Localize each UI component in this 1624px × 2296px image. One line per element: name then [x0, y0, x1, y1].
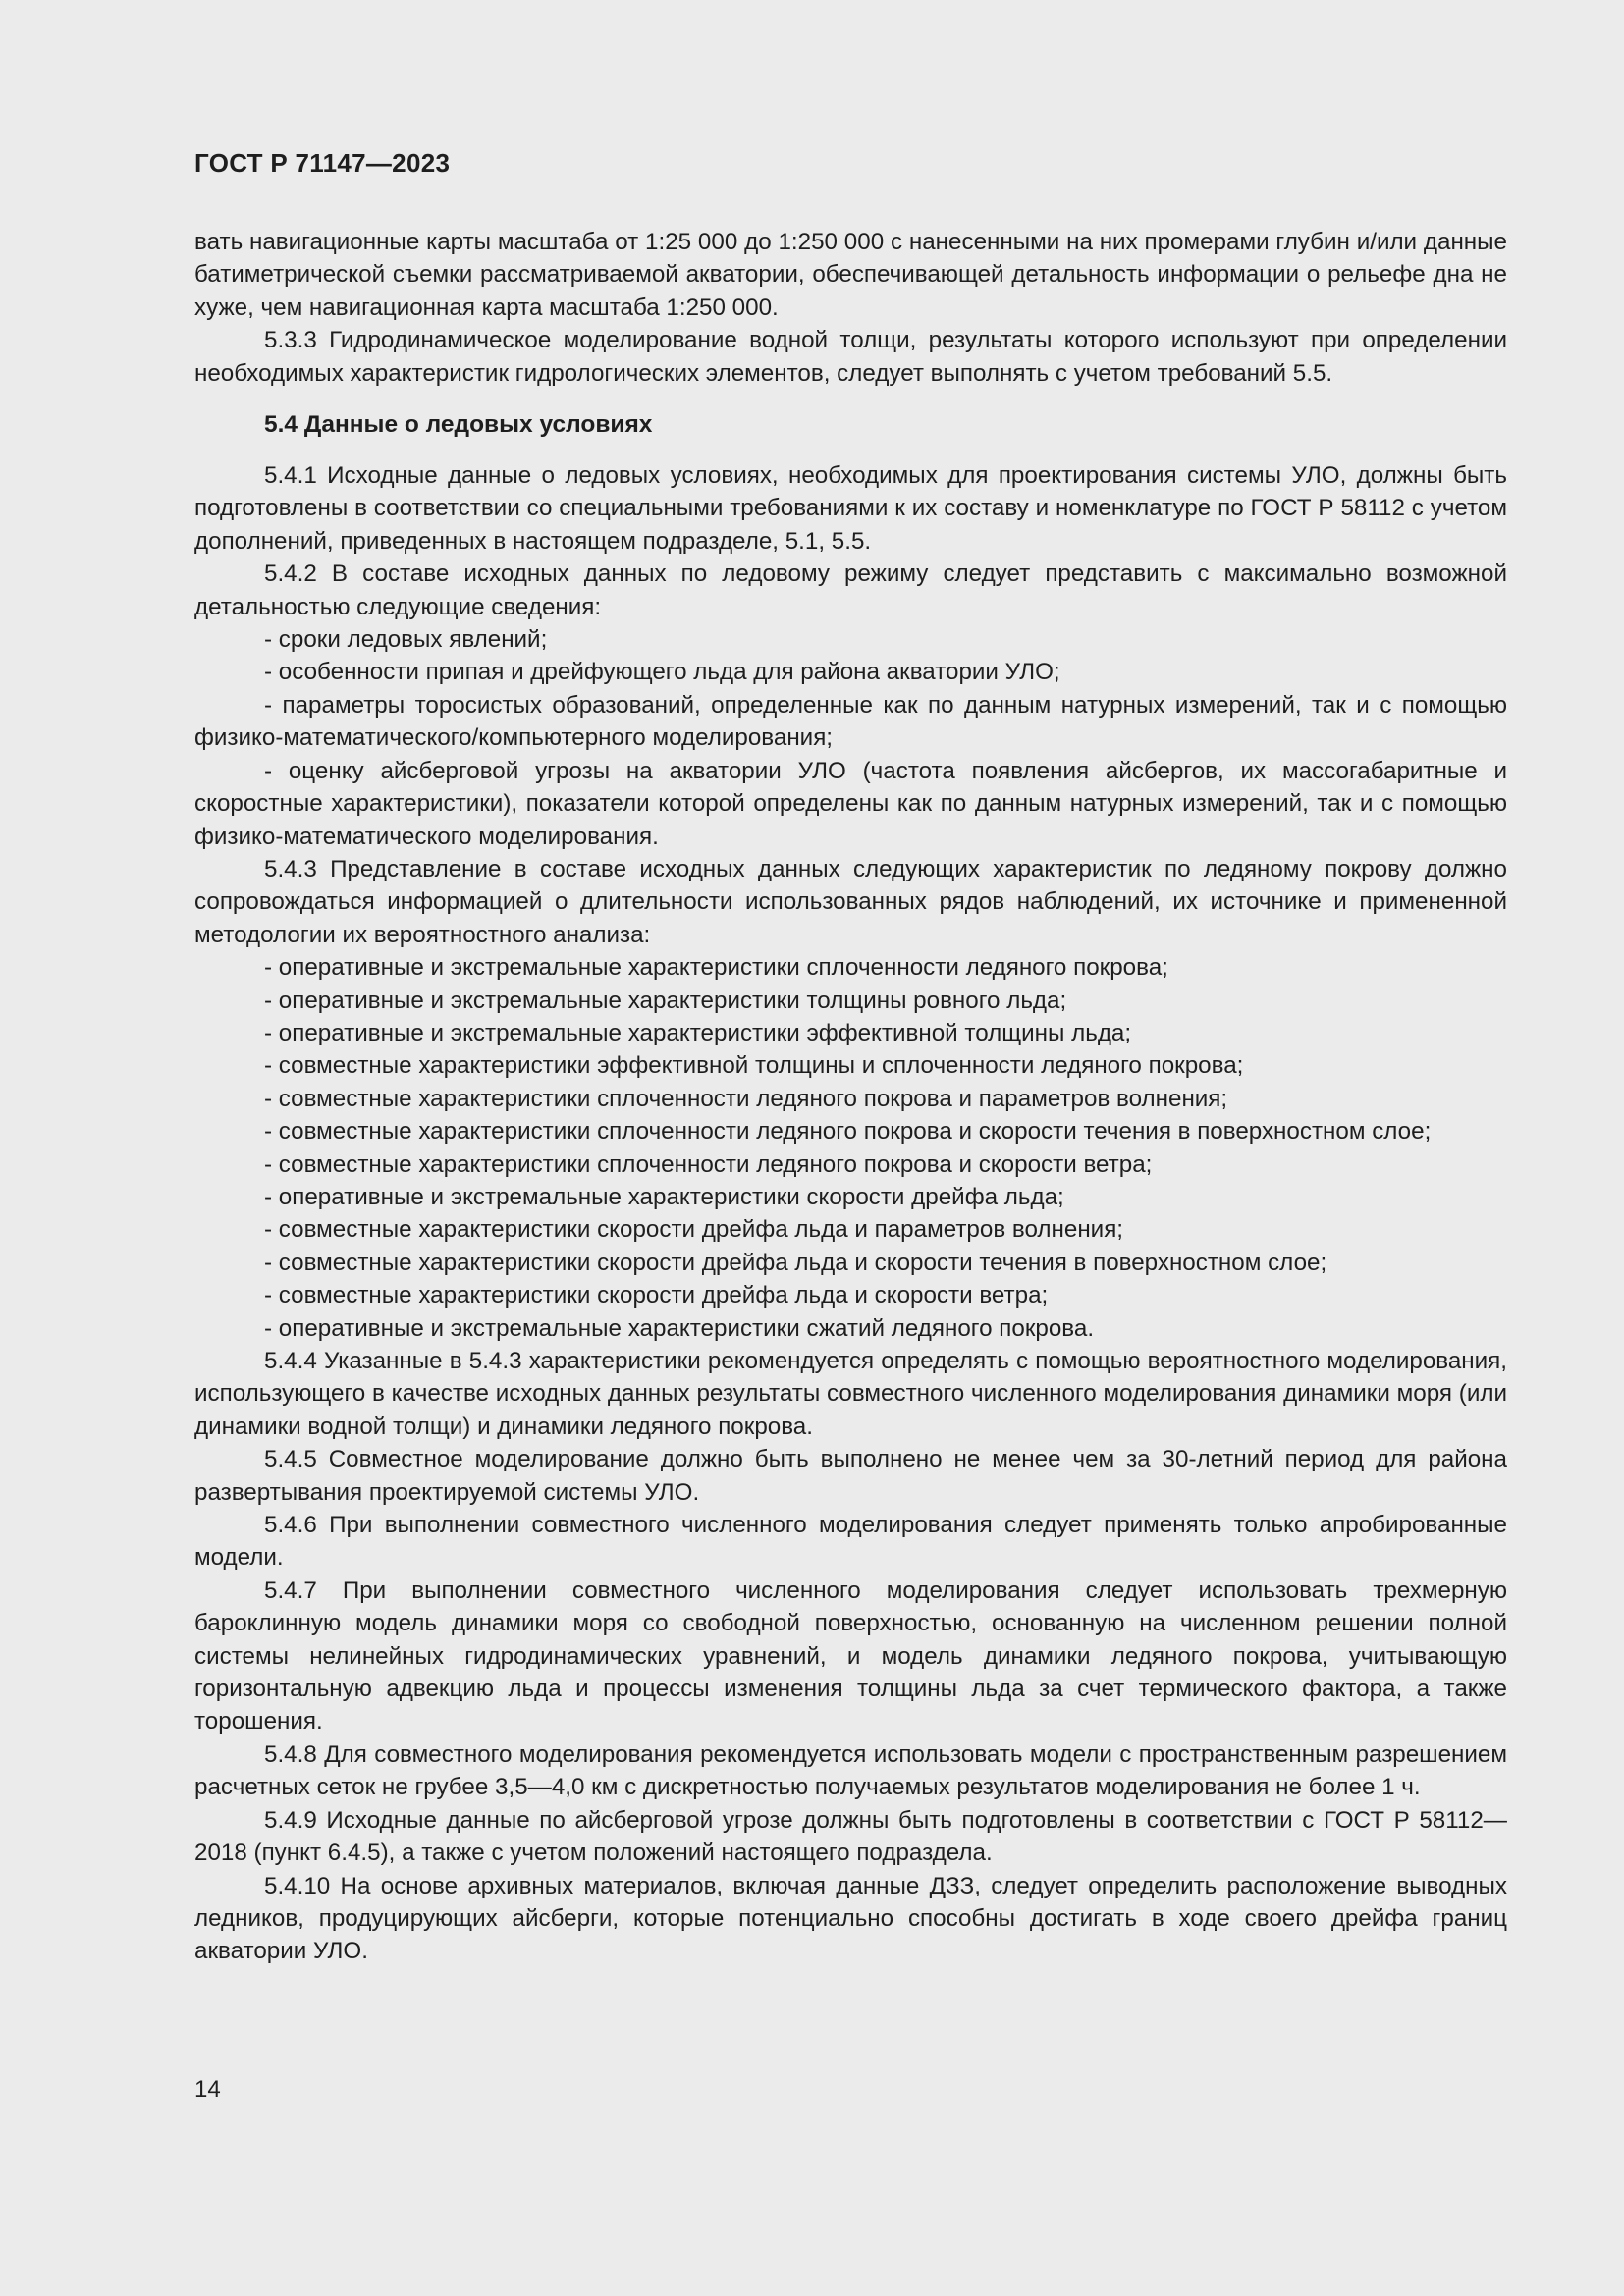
list-item: - оперативные и экстремальные характеристики сжатий ледяного покрова. [264, 1314, 1095, 1342]
list-item: - совместные характеристики сплоченности ледяного покрова и параметров волнения; [264, 1085, 1228, 1112]
list-item: - совместные характеристики эффективной толщины и сплоченности ледяного покрова; [264, 1052, 1244, 1080]
paragraph: 5.4.7 При выполнении совместного численного моделирования следует использовать трехмерную бароклинную модель динамики моря со свободной поверхностью, основанную на численном решении полной системы нелинейных гидродинамических уравнений, и модель динамики ледяного покрова, учитывающую горизонтальную адвекцию льда и процессы изменения толщины льда за счет термического фактора, а также торошения. [194, 1576, 1507, 1735]
list-item: - совместные характеристики сплоченности ледяного покрова и скорости течения в поверхностном слое; [264, 1118, 1432, 1146]
list-item: - оценку айсберговой угрозы на акватории УЛО (частота появления айсбергов, их массогабаритные и скоростные характеристики), показатели которой определены как по данным натурных измерений, так и с помощью физико-математического моделирования. [194, 757, 1507, 850]
paragraph: 5.4.2 В составе исходных данных по ледовому режиму следует представить с максимально возможной детальностью следующие сведения: [194, 561, 1507, 620]
paragraph: 5.4.8 Для совместного моделирования рекомендуется использовать модели с пространственным разрешением расчетных сеток не грубее 3,5—4,0 км с дискретностью получаемых результатов моделирования не более 1 ч. [194, 1740, 1507, 1801]
section-title: 5.4 Данные о ледовых условиях [264, 411, 653, 439]
list-item: - оперативные и экстремальные характеристики скорости дрейфа льда; [264, 1183, 1064, 1210]
list-item: - совместные характеристики скорости дрейфа льда и скорости течения в поверхностном слое; [264, 1249, 1327, 1276]
paragraph: 5.4.5 Совместное моделирование должно быть выполнено не менее чем за 30-летний период для района развертывания проектируемой системы УЛО. [194, 1446, 1507, 1506]
list-item: - совместные характеристики скорости дрейфа льда и скорости ветра; [264, 1282, 1049, 1309]
document-header: ГОСТ Р 71147—2023 [194, 148, 451, 178]
list-item: - оперативные и экстремальные характеристики эффективной толщины льда; [264, 1019, 1132, 1046]
paragraph: 5.3.3 Гидродинамическое моделирование водной толщи, результаты которого используют при определении необходимых характеристик гидрологических элементов, следует выполнять с учетом требований 5.5. [194, 327, 1507, 387]
list-item: - сроки ледовых явлений; [264, 626, 548, 654]
paragraph: вать навигационные карты масштаба от 1:25 000 до 1:250 000 с нанесенными на них промерами глубин и/или данные батиметрической съемки рассматриваемой акватории, обеспечивающей детальность информации о рельефе дна не хуже, чем навигационная карта масштаба 1:250 000. [194, 229, 1507, 321]
paragraph: 5.4.4 Указанные в 5.4.3 характеристики рекомендуется определять с помощью вероятностного моделирования, использующего в качестве исходных данных результаты совместного численного моделирования динамики моря (или динамики водной толщи) и динамики ледяного покрова. [194, 1348, 1507, 1440]
paragraph: 5.4.3 Представление в составе исходных данных следующих характеристик по ледяному покрову должно сопровождаться информацией о длительности использованных рядов наблюдений, их источнике и примененной методологии их вероятностного анализа: [194, 855, 1507, 948]
list-item: - параметры торосистых образований, определенные как по данным натурных измерений, так и с помощью физико-математического/компьютерного моделирования; [194, 691, 1507, 752]
list-item: - оперативные и экстремальные характеристики толщины ровного льда; [264, 987, 1067, 1014]
list-item: - совместные характеристики скорости дрейфа льда и параметров волнения; [264, 1216, 1124, 1244]
paragraph: 5.4.6 При выполнении совместного численного моделирования следует применять только апробированные модели. [194, 1512, 1507, 1572]
paragraph: 5.4.1 Исходные данные о ледовых условиях, необходимых для проектирования системы УЛО, должны быть подготовлены в соответствии со специальными требованиями к их составу и номенклатуре по ГОСТ Р 58112 с учетом дополнений, приведенных в настоящем подразделе, 5.1, 5.5. [194, 462, 1507, 555]
list-item: - совместные характеристики сплоченности ледяного покрова и скорости ветра; [264, 1150, 1153, 1178]
document-body [194, 226, 1507, 1968]
list-item: - оперативные и экстремальные характеристики сплоченности ледяного покрова; [264, 954, 1168, 982]
list-item: - особенности припая и дрейфующего льда для района акватории УЛО; [264, 659, 1060, 686]
paragraph: 5.4.9 Исходные данные по айсберговой угрозе должны быть подготовлены в соответствии с ГОСТ Р 58112—2018 (пункт 6.4.5), а также с учетом положений настоящего подраздела. [194, 1806, 1507, 1867]
paragraph: 5.4.10 На основе архивных материалов, включая данные ДЗЗ, следует определить расположение выводных ледников, продуцирующих айсберги, которые потенциально способны достигать в ходе своего дрейфа границ акватории УЛО. [194, 1872, 1507, 1965]
document-page [194, 0, 1507, 2296]
page-number: 14 [194, 2076, 221, 2103]
